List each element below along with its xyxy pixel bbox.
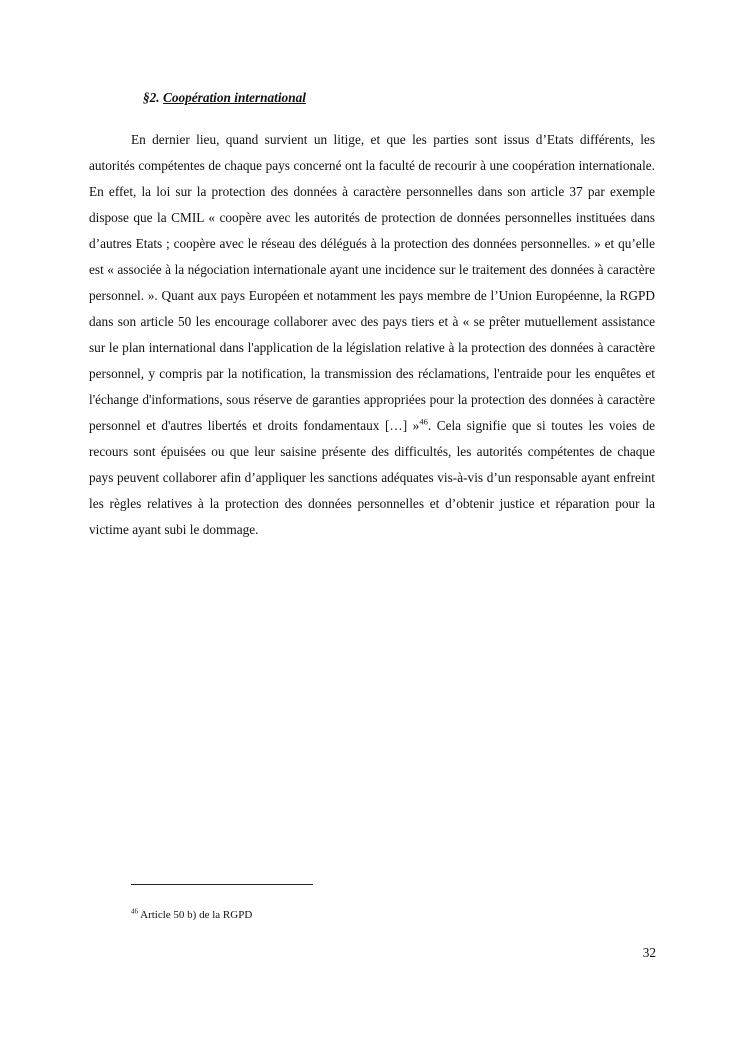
paragraph-text-part-2: . Cela signifie que si toutes les voies de recours sont épuisées ou que leur saisine présente des difficultés, les autorités compétentes de chaque pays peuvent collaborer afin d’appliquer les sanctions adéquates vis-à-vis d’un responsable ayant enfreint les règles relatives à la protection des données personnelles et d’obtenir justice et réparation pour la victime ayant subi le dommage.: [89, 418, 656, 537]
footnote: [131, 907, 252, 923]
footnote-number: 46: [131, 907, 138, 916]
page-number: 32: [642, 945, 656, 960]
paragraph-text-part-1: En dernier lieu, quand survient un litige, et que les parties sont issus d’Etats différents, les autorités compétentes de chaque pays concerné ont la faculté de recourir à une coopération internationale. En effet, la loi sur la protection des données à caractère personnelles dans son article 37 par exemple dispose que la CMIL « coopère avec les autorités de protection de données personnelles instituées dans d’autres Etats ; coopère avec le réseau des délégués à la protection des données personnelles. » et qu’elle est « associée à la négociation internationale ayant une incidence sur le traitement des données à caractère personnel. ». Quant aux pays Européen et notamment les pays membre de l’Union Européenne, la RGPD dans son article 50 les encourage collaborer avec des pays tiers et à « se prêter mutuellement assistance sur le plan international dans l'application de la législation relative à la protection des données à caractère personnel, y compris par la notification, la transmission des réclamations, l'entraide pour les enquêtes et l'échange d'informations, sous réserve de garanties appropriées pour la protection des données à caractère personnel et d'autres libertés et droits fondamentaux […] »: [89, 132, 655, 433]
footnote-reference: 46: [419, 416, 428, 427]
section-title: Coopération international: [162, 90, 306, 105]
body-paragraph: [89, 127, 655, 543]
section-number: §2.: [143, 90, 160, 105]
footnote-separator: [131, 884, 313, 885]
section-heading: [143, 88, 306, 108]
footnote-text: Article 50 b) de la RGPD: [138, 909, 253, 921]
